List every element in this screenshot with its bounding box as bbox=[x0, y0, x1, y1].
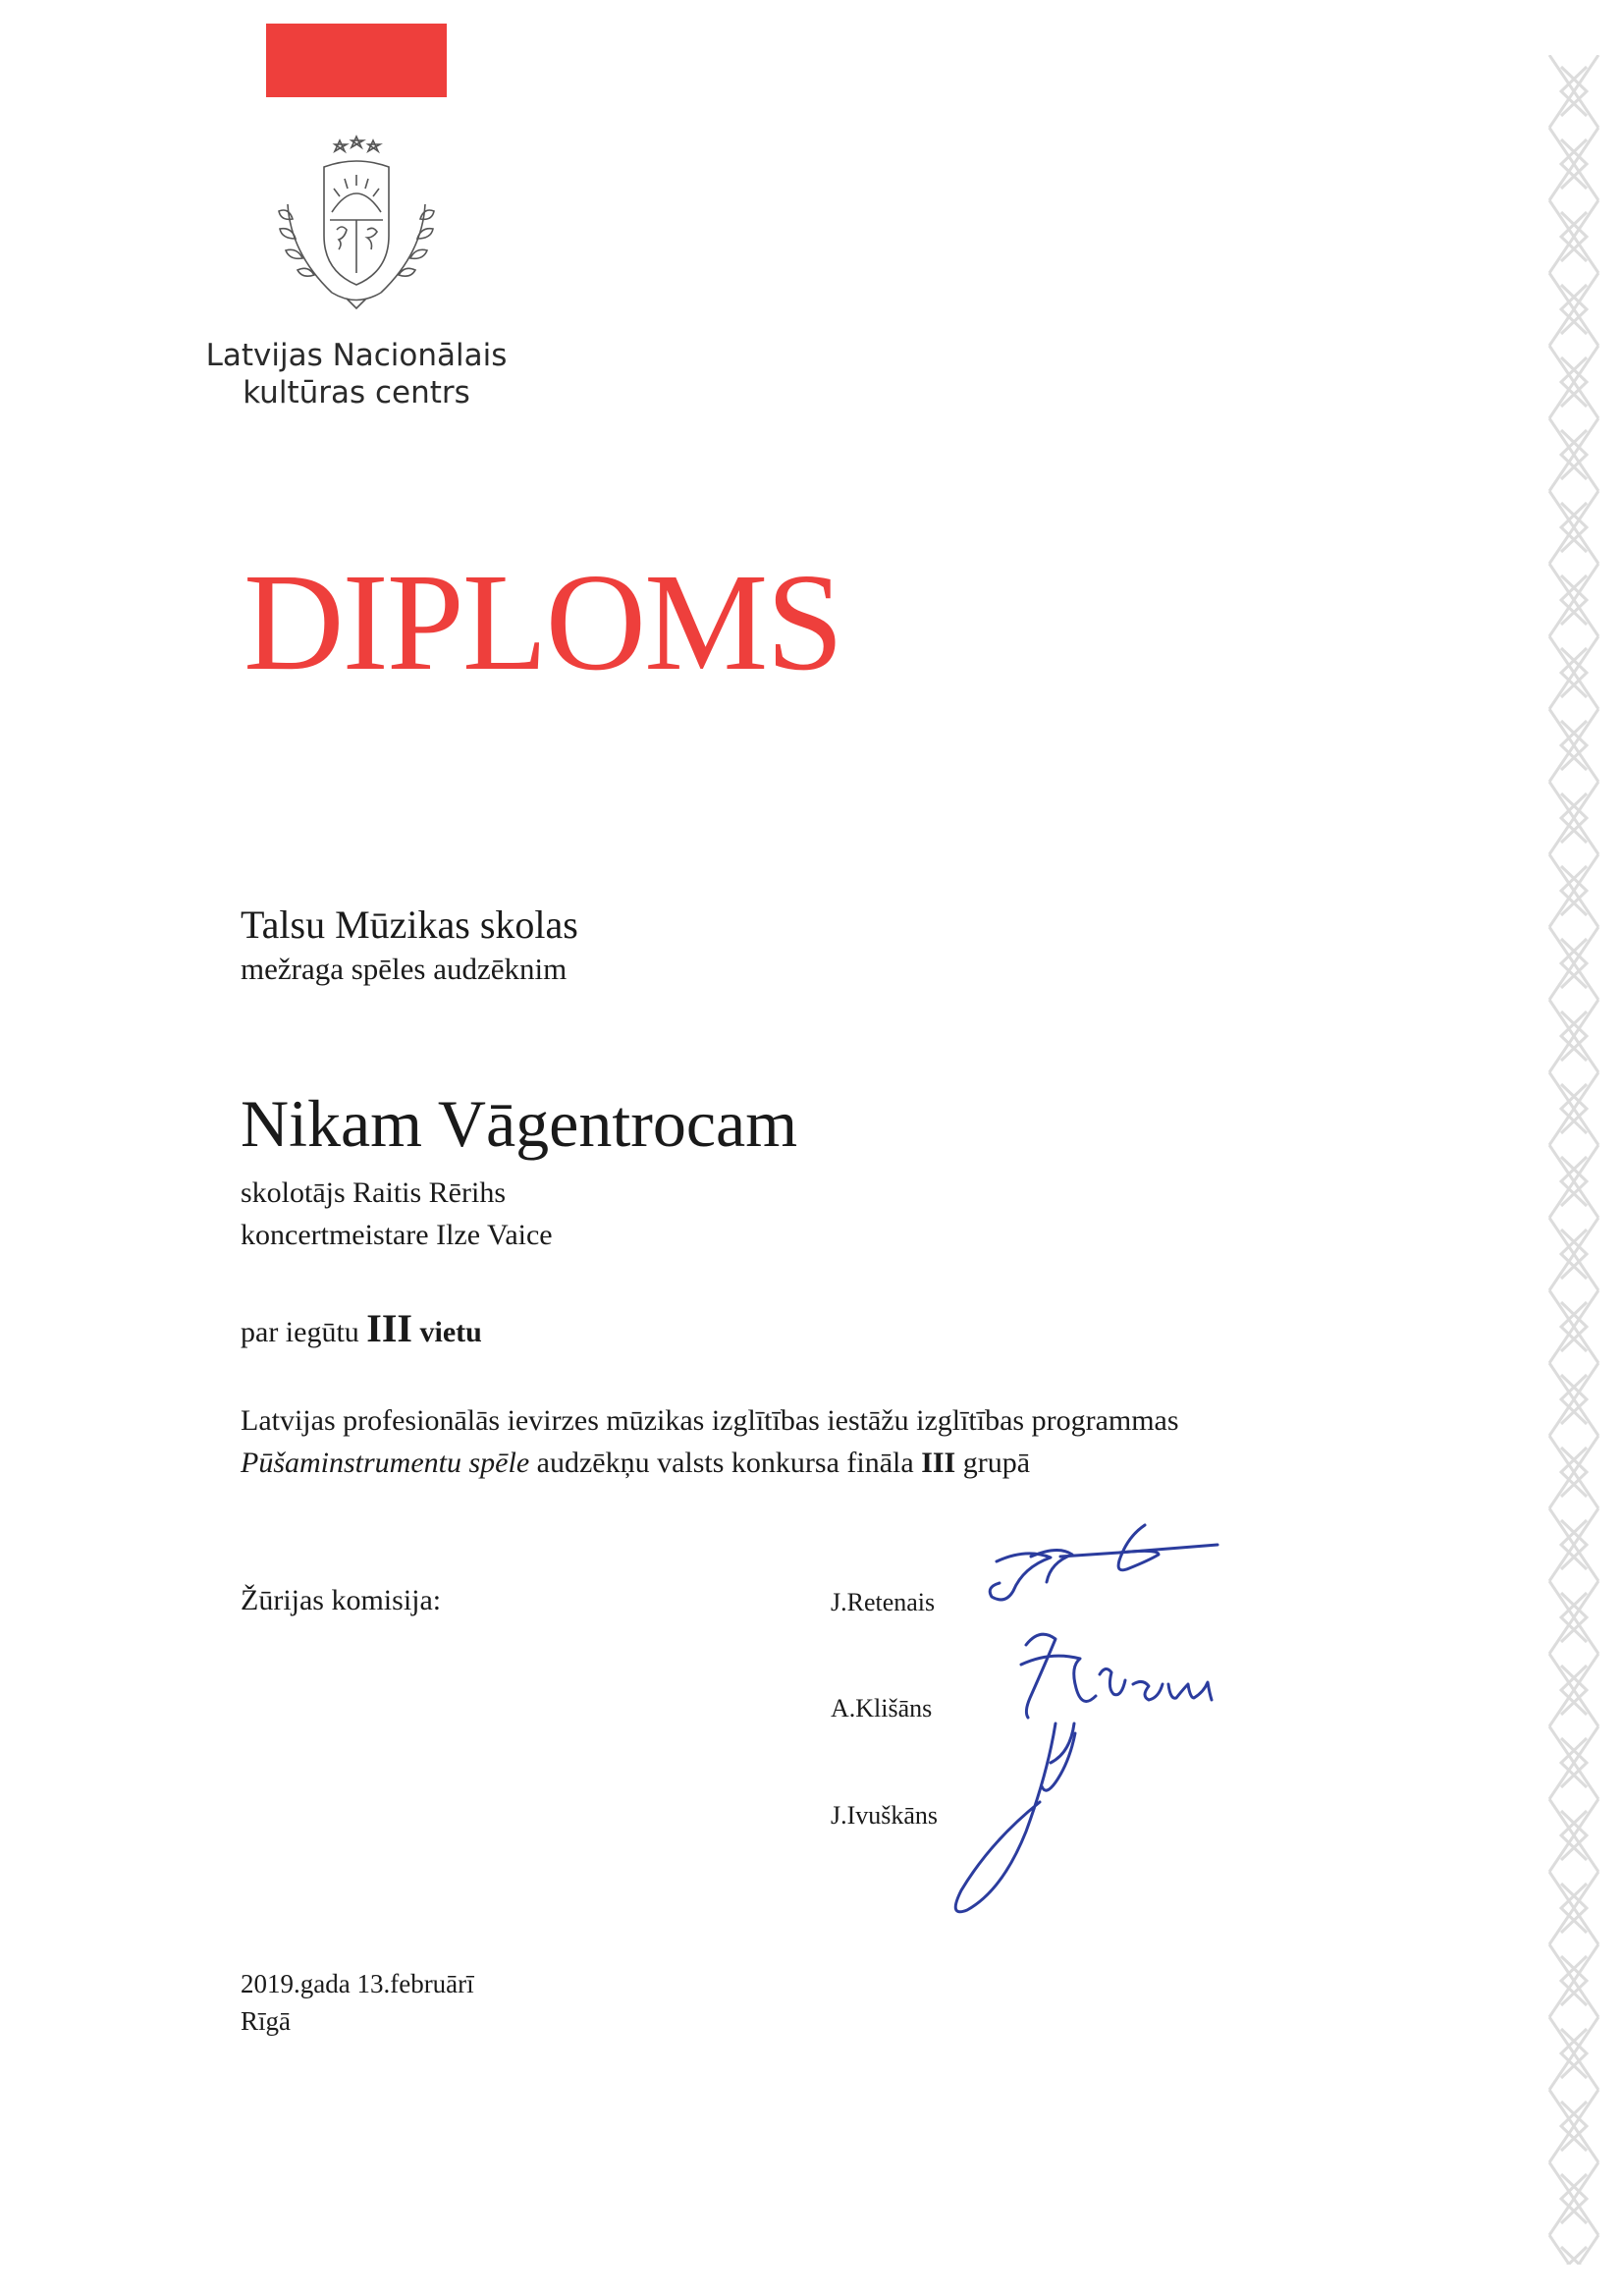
jury-member: A.Klišāns bbox=[831, 1694, 933, 1722]
diploma-title: DIPLOMS bbox=[243, 544, 842, 699]
brand-red-block bbox=[266, 24, 447, 97]
jury-member: J.Retenais bbox=[831, 1588, 936, 1616]
competition-line2 bbox=[241, 1449, 1030, 1478]
jury-member: J.Ivuškāns bbox=[831, 1801, 939, 1830]
org-name-line2: kultūras centrs bbox=[243, 375, 470, 410]
org-name-line1: Latvijas Nacionālais bbox=[205, 338, 508, 373]
competition-program: Pūšaminstrumentu spēle bbox=[241, 1447, 530, 1479]
award-place: III bbox=[366, 1306, 412, 1350]
issue-place: Rīgā bbox=[241, 2006, 291, 2036]
competition-group: III bbox=[921, 1447, 956, 1479]
accompanist-name: koncertmeistare Ilze Vaice bbox=[241, 1219, 553, 1251]
recipient-name: Nikam Vāgentrocam bbox=[241, 1086, 798, 1161]
study-program: mežraga spēles audzēknim bbox=[241, 952, 568, 986]
jury-signatures bbox=[903, 1517, 1316, 1930]
folk-ornament-border bbox=[1540, 55, 1608, 2265]
award-prefix: par iegūtu bbox=[241, 1316, 359, 1348]
issue-date: 2019.gada 13.februārī bbox=[241, 1969, 474, 1998]
award-line bbox=[241, 1306, 482, 1350]
competition-line1: Latvijas profesionālās ievirzes mūzikas izglītības iestāžu izglītības programmas bbox=[241, 1404, 1179, 1437]
school-name: Talsu Mūzikas skolas bbox=[241, 902, 578, 947]
award-suffix: vietu bbox=[419, 1316, 482, 1348]
coat-of-arms-icon bbox=[263, 126, 450, 320]
teacher-name: skolotājs Raitis Rērihs bbox=[241, 1176, 506, 1209]
competition-description: audzēkņu valsts konkursa fināla bbox=[536, 1447, 914, 1479]
jury-label: Žūrijas komisija: bbox=[241, 1584, 442, 1616]
competition-group-word: grupā bbox=[962, 1447, 1031, 1479]
